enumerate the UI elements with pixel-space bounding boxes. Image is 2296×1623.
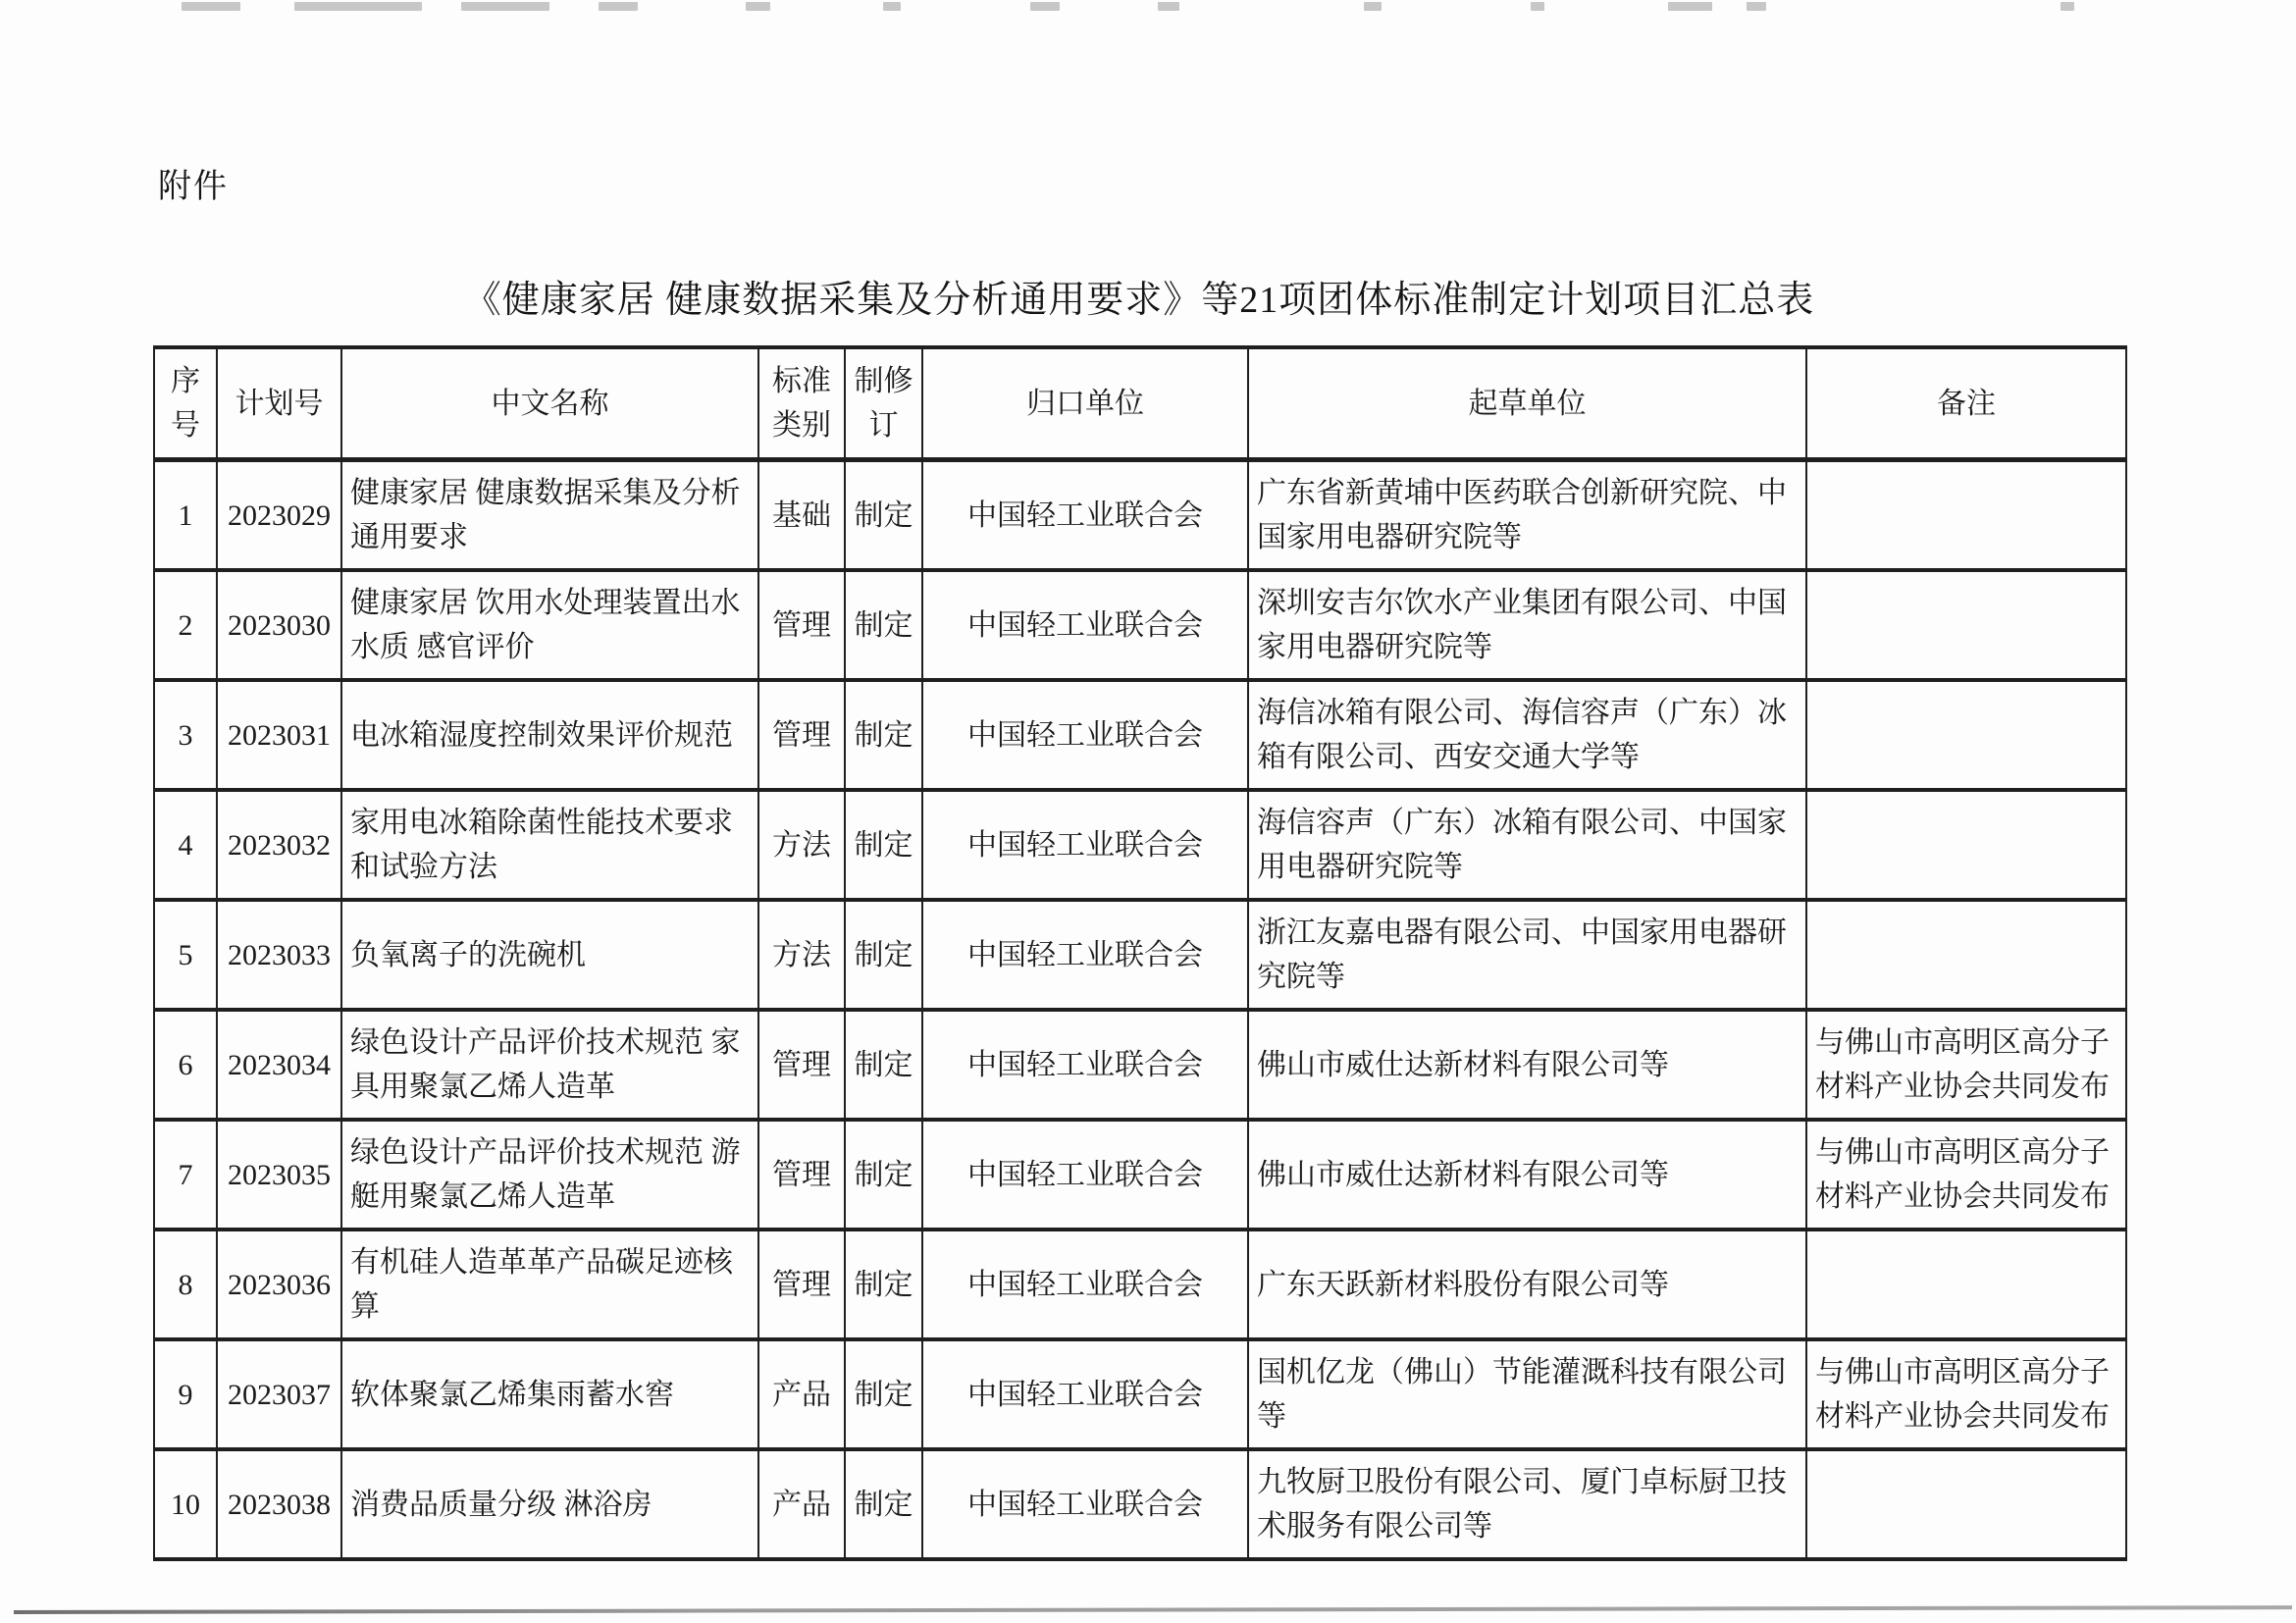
header-remark: 备注	[1806, 347, 2126, 460]
header-chinese-name: 中文名称	[341, 347, 758, 460]
cell-standard-category: 基础	[758, 460, 845, 571]
header-standard-category: 标准类别	[758, 347, 845, 460]
cell-plan-number: 2023038	[217, 1449, 341, 1559]
header-revision-type: 制修订	[845, 347, 922, 460]
cell-serial-number: 10	[154, 1449, 217, 1559]
cell-standard-category: 产品	[758, 1339, 845, 1449]
cell-centralized-unit: 中国轻工业联合会	[922, 1339, 1248, 1449]
cell-serial-number: 8	[154, 1230, 217, 1339]
cell-chinese-name: 消费品质量分级 淋浴房	[341, 1449, 758, 1559]
cell-standard-category: 管理	[758, 570, 845, 680]
cell-plan-number: 2023035	[217, 1120, 341, 1230]
cell-remark: 与佛山市高明区高分子材料产业协会共同发布	[1806, 1339, 2126, 1449]
cell-chinese-name: 电冰箱湿度控制效果评价规范	[341, 680, 758, 790]
table-row	[154, 790, 2126, 900]
cell-remark	[1806, 460, 2126, 571]
cell-serial-number: 9	[154, 1339, 217, 1449]
cell-revision-type: 制定	[845, 1120, 922, 1230]
cell-serial-number: 1	[154, 460, 217, 571]
table-row	[154, 900, 2126, 1010]
cell-plan-number: 2023032	[217, 790, 341, 900]
cell-drafting-unit: 广东省新黄埔中医药联合创新研究院、中国家用电器研究院等	[1248, 460, 1806, 571]
cell-centralized-unit: 中国轻工业联合会	[922, 1230, 1248, 1339]
cell-revision-type: 制定	[845, 1010, 922, 1120]
cell-centralized-unit: 中国轻工业联合会	[922, 570, 1248, 680]
cell-chinese-name: 健康家居 饮用水处理装置出水水质 感官评价	[341, 570, 758, 680]
header-drafting-unit: 起草单位	[1248, 347, 1806, 460]
cell-standard-category: 管理	[758, 1230, 845, 1339]
cell-remark	[1806, 900, 2126, 1010]
cell-standard-category: 管理	[758, 1120, 845, 1230]
table-row	[154, 680, 2126, 790]
cell-standard-category: 方法	[758, 900, 845, 1010]
cell-drafting-unit: 九牧厨卫股份有限公司、厦门卓标厨卫技术服务有限公司等	[1248, 1449, 1806, 1559]
cell-drafting-unit: 国机亿龙（佛山）节能灌溉科技有限公司等	[1248, 1339, 1806, 1449]
cell-serial-number: 7	[154, 1120, 217, 1230]
cell-chinese-name: 绿色设计产品评价技术规范 游艇用聚氯乙烯人造革	[341, 1120, 758, 1230]
cell-drafting-unit: 深圳安吉尔饮水产业集团有限公司、中国家用电器研究院等	[1248, 570, 1806, 680]
table-row	[154, 1449, 2126, 1559]
document-title: 《健康家居 健康数据采集及分析通用要求》等21项团体标准制定计划项目汇总表	[463, 280, 1815, 321]
cell-standard-category: 管理	[758, 1010, 845, 1120]
cell-revision-type: 制定	[845, 460, 922, 571]
cell-remark: 与佛山市高明区高分子材料产业协会共同发布	[1806, 1120, 2126, 1230]
cell-centralized-unit: 中国轻工业联合会	[922, 680, 1248, 790]
table-row	[154, 1010, 2126, 1120]
cell-chinese-name: 负氧离子的洗碗机	[341, 900, 758, 1010]
cell-drafting-unit: 浙江友嘉电器有限公司、中国家用电器研究院等	[1248, 900, 1806, 1010]
cell-drafting-unit: 海信冰箱有限公司、海信容声（广东）冰箱有限公司、西安交通大学等	[1248, 680, 1806, 790]
cell-drafting-unit: 广东天跃新材料股份有限公司等	[1248, 1230, 1806, 1339]
cell-chinese-name: 绿色设计产品评价技术规范 家具用聚氯乙烯人造革	[341, 1010, 758, 1120]
standards-plan-table	[153, 345, 2127, 1561]
cell-serial-number: 5	[154, 900, 217, 1010]
cell-revision-type: 制定	[845, 790, 922, 900]
cell-standard-category: 方法	[758, 790, 845, 900]
cell-plan-number: 2023037	[217, 1339, 341, 1449]
cell-serial-number: 3	[154, 680, 217, 790]
attachment-label: 附件	[158, 169, 229, 205]
cell-drafting-unit: 海信容声（广东）冰箱有限公司、中国家用电器研究院等	[1248, 790, 1806, 900]
header-serial-number: 序号	[154, 347, 217, 460]
cell-serial-number: 4	[154, 790, 217, 900]
cell-remark: 与佛山市高明区高分子材料产业协会共同发布	[1806, 1010, 2126, 1120]
cell-revision-type: 制定	[845, 570, 922, 680]
cell-plan-number: 2023029	[217, 460, 341, 571]
cell-remark	[1806, 790, 2126, 900]
cell-revision-type: 制定	[845, 1449, 922, 1559]
cell-chinese-name: 健康家居 健康数据采集及分析通用要求	[341, 460, 758, 571]
cell-plan-number: 2023030	[217, 570, 341, 680]
cell-chinese-name: 软体聚氯乙烯集雨蓄水窖	[341, 1339, 758, 1449]
cell-standard-category: 管理	[758, 680, 845, 790]
scan-artifact-top-edge	[0, 0, 2296, 16]
header-centralized-unit: 归口单位	[922, 347, 1248, 460]
cell-centralized-unit: 中国轻工业联合会	[922, 1010, 1248, 1120]
table-row	[154, 570, 2126, 680]
cell-revision-type: 制定	[845, 680, 922, 790]
cell-plan-number: 2023036	[217, 1230, 341, 1339]
cell-remark	[1806, 570, 2126, 680]
cell-centralized-unit: 中国轻工业联合会	[922, 900, 1248, 1010]
cell-centralized-unit: 中国轻工业联合会	[922, 460, 1248, 571]
scan-artifact-bottom-line	[14, 1605, 2292, 1614]
table-row	[154, 1120, 2126, 1230]
cell-revision-type: 制定	[845, 1339, 922, 1449]
table-row	[154, 460, 2126, 571]
cell-remark	[1806, 1230, 2126, 1339]
table-header-row	[154, 347, 2126, 460]
table-row	[154, 1339, 2126, 1449]
cell-centralized-unit: 中国轻工业联合会	[922, 790, 1248, 900]
cell-plan-number: 2023031	[217, 680, 341, 790]
cell-serial-number: 2	[154, 570, 217, 680]
cell-drafting-unit: 佛山市威仕达新材料有限公司等	[1248, 1120, 1806, 1230]
cell-chinese-name: 有机硅人造革革产品碳足迹核算	[341, 1230, 758, 1339]
table-row	[154, 1230, 2126, 1339]
cell-remark	[1806, 680, 2126, 790]
cell-revision-type: 制定	[845, 900, 922, 1010]
cell-remark	[1806, 1449, 2126, 1559]
cell-standard-category: 产品	[758, 1449, 845, 1559]
cell-serial-number: 6	[154, 1010, 217, 1120]
cell-plan-number: 2023034	[217, 1010, 341, 1120]
cell-centralized-unit: 中国轻工业联合会	[922, 1120, 1248, 1230]
cell-revision-type: 制定	[845, 1230, 922, 1339]
cell-centralized-unit: 中国轻工业联合会	[922, 1449, 1248, 1559]
cell-drafting-unit: 佛山市威仕达新材料有限公司等	[1248, 1010, 1806, 1120]
header-plan-number: 计划号	[217, 347, 341, 460]
cell-plan-number: 2023033	[217, 900, 341, 1010]
cell-chinese-name: 家用电冰箱除菌性能技术要求和试验方法	[341, 790, 758, 900]
